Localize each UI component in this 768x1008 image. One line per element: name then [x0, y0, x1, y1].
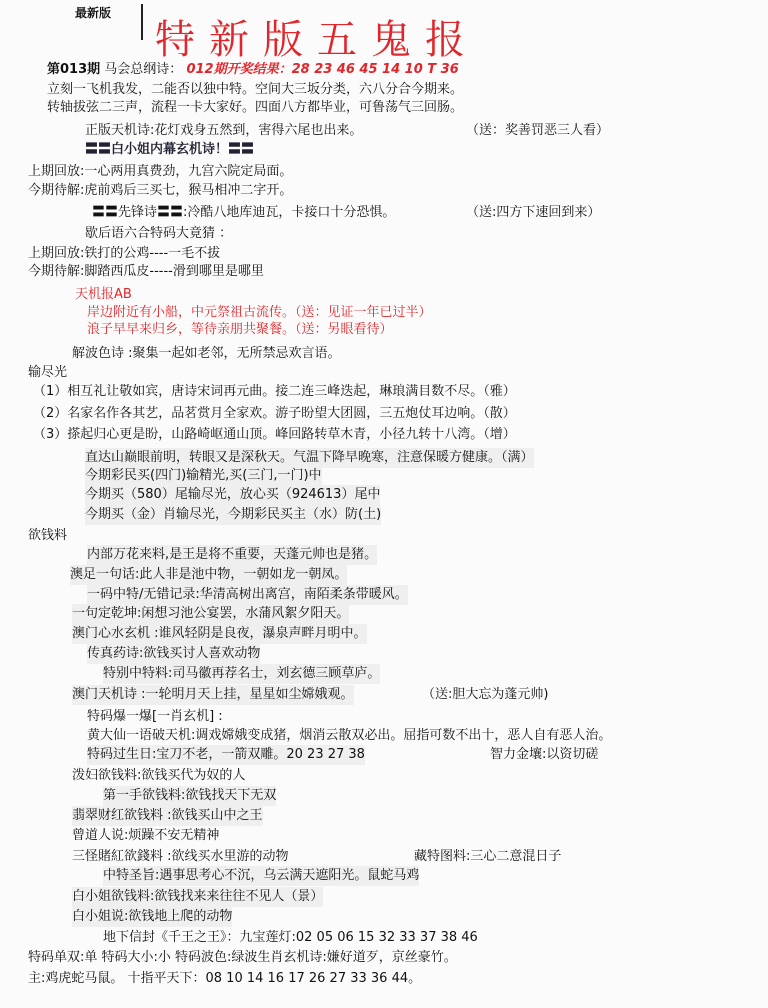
line-31: 澳门天机诗 :一轮明月天上挂，星星如尘嫦娥观。	[72, 685, 354, 705]
issue-number: 第013期	[47, 62, 101, 77]
line-7-note: （送:四方下速回到来）	[466, 205, 601, 220]
line-43: 地下信封《千王之王》：九宝莲灯:02 05 06 15 32 33 37 38 46	[103, 930, 478, 945]
edition-label: 最新版	[75, 6, 112, 20]
line-31-note: （送:胆大忘为蓬元帅)	[422, 687, 549, 702]
poem-label: 马会总纲诗：	[104, 62, 183, 77]
line-1: 立刻一飞机我发，二能否以独中特。空间大三坂分类，六八分合今期来。	[47, 82, 464, 97]
draw-result: 012期开奖结果：28 23 46 45 14 10 T 36	[186, 62, 459, 77]
line-17: （2）名家名作各其艺，品茗赏月全家欢。游子盼望大团圆，三五炮仗耳边响。（散）	[33, 406, 516, 421]
line-20: 今期彩民买(四门)输精光,买(三门,一门)中	[85, 466, 322, 486]
line-37: 翡翠财红欲钱料 :欲钱买山中之王	[72, 806, 263, 826]
line-42: 白小姐说:欲钱地上爬的动物	[72, 907, 232, 927]
line-35: 泼妇欲钱料:欲钱买代为奴的人	[72, 768, 246, 783]
line-23: 欲钱料	[28, 528, 68, 543]
line-44: 特码单双:单 特码大小:小 特码波色:绿波生肖玄机诗:嫌好道歹，京丝豪竹。	[28, 950, 457, 965]
line-7: 〓〓先锋诗〓〓:冷酷八地库迪瓦，卡接口十分恐惧。	[92, 205, 396, 220]
line-3-note: （送：奖善罚恶三人看）	[466, 123, 610, 138]
issue-line	[47, 60, 459, 80]
line-30: 特别中特料:司马徽再荐名士，刘玄德三顾草庐。	[103, 664, 380, 684]
line-38: 曾道人说:烦躁不安无精神	[72, 828, 220, 843]
line-19: 直达山巅眼前明，转眼又是深秋天。气温下降早晚寒，注意保暖方健康。（满）	[85, 448, 534, 468]
line-39-note: 藏特图料:三心二意混日子	[414, 849, 562, 864]
line-6: 今期待解:虎前鸡后三买七，猴马相冲二字开。	[28, 183, 293, 198]
line-28: 澳门心水玄机 :谁风轻阴是良夜，瀑泉声畔月明中。	[72, 624, 367, 644]
line-5: 上期回放:一心两用真费劲，九宫六院定局面。	[28, 164, 293, 179]
line-9: 上期回放:铁打的公鸡----一毛不拔	[28, 246, 221, 261]
line-4: 〓〓白小姐内幕玄机诗！〓〓	[85, 142, 255, 157]
line-33: 黄大仙一语破天机:调戏嫦娥变成猪，烟消云散双必出。屈指可数不出十，恶人自有恶人治。	[87, 728, 612, 743]
header-divider	[141, 4, 143, 40]
line-34-note: 智力金壤:以资切磋	[490, 747, 599, 762]
line-40: 中特圣旨:遇事思考心不沉，乌云满天遮阳光。鼠蛇马鸡	[103, 866, 419, 886]
line-24: 内部万花来料,是王是将不重要，天蓬元帅也是猪。	[87, 545, 377, 565]
line-25: 澳足一句话:此人非是池中物，一朝如龙一朝凤。	[70, 565, 347, 585]
line-26: 一码中特/无错记录:华清高树出离宫，南陌柔条带暖风。	[87, 585, 408, 605]
line-2: 转轴拔弦二三声，流程一卡大家好。四面八方都毕业，可鲁荡气三回肠。	[47, 100, 464, 115]
line-39: 三怪賭紅欲錢料 :欲线买水里游的动物	[72, 849, 289, 864]
line-22: 今期买（金）肖输尽光，今期彩民买主（水）防(土)	[85, 505, 381, 525]
line-8: 歇后语六合特码大竟猜 ：	[85, 226, 233, 241]
line-14: 解波色诗 :聚集一起如老邻，无所禁忌欢言语。	[72, 346, 341, 361]
line-16: （1）相互礼让敬如宾，唐诗宋词再元曲。接二连三峰迭起，琳琅满目数不尽。（雅）	[33, 384, 516, 399]
line-13: 浪子早早来归乡，等待亲朋共聚餐。（送：另眼看待）	[87, 322, 393, 337]
line-27: 一句定乾坤:闲想习池公宴罢，水蒲风絮夕阳天。	[72, 604, 349, 624]
line-34: 特码过生日:宝刀不老，一箭双雕。20 23 27 38	[87, 745, 365, 765]
line-21: 今期买（580）尾输尽光，放心买（924613）尾中	[85, 485, 380, 505]
line-32: 特码爆一爆[一肖玄机] :	[87, 709, 223, 724]
page-title: 特新版五鬼报	[155, 17, 479, 63]
line-18: （3）搽起归心更是盼，山路崎岖通山顶。峰回路转草木青，小径九转十八湾。（增）	[33, 427, 516, 442]
line-41: 白小姐欲钱料:欲钱找来来往往不见人（景）	[72, 887, 323, 907]
line-11: 天机报AB	[75, 287, 132, 302]
line-36: 第一手欲钱料:欲钱找天下无双	[103, 786, 276, 806]
line-29: 传真药诗:欲钱买讨人喜欢动物	[87, 644, 260, 664]
line-3: 正版天机诗:花灯戏身五然到，害得六尾也出来。	[85, 123, 363, 138]
line-10: 今期待解:脚踏西瓜皮-----滑到哪里是哪里	[28, 264, 264, 279]
line-12: 岸边附近有小船，中元祭祖古流传。（送：见证一年已过半）	[87, 305, 432, 320]
line-45: 主:鸡虎蛇马鼠。 十指平天下：08 10 14 16 17 26 27 33 36 44。	[28, 971, 422, 986]
line-15: 输尽光	[28, 365, 68, 380]
